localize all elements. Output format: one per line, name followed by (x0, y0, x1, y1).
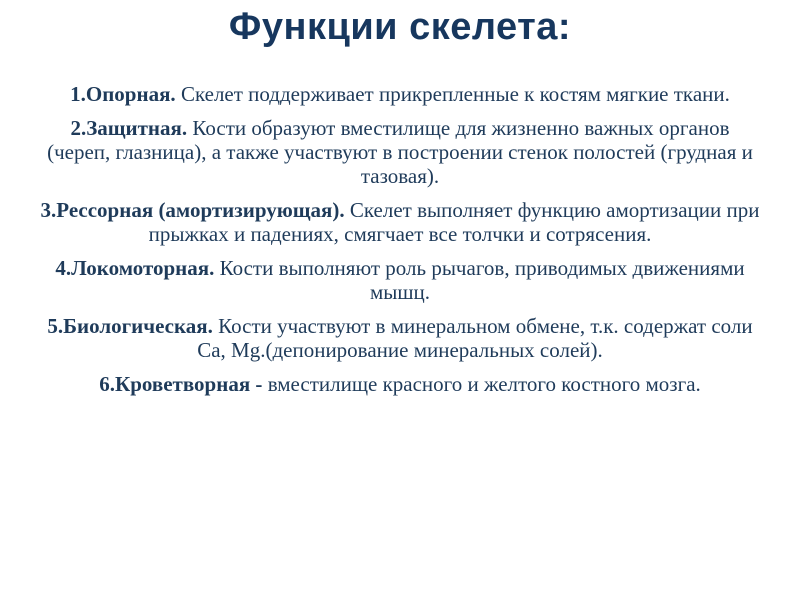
list-item (40, 82, 760, 106)
item-heading: 2.Защитная. (70, 116, 188, 140)
item-heading: 6.Кроветворная - (99, 372, 263, 396)
slide-title: Функции скелета: (228, 6, 572, 48)
item-heading: 3.Рессорная (амортизирующая). (40, 198, 345, 222)
item-text: Кости образуют вместилище для жизненно важных органов (череп, глазница), а также участвуют в построении стенок полостей (грудная и тазовая). (47, 116, 753, 188)
item-heading: 4.Локомоторная. (55, 256, 215, 280)
list-item (40, 198, 760, 246)
item-text: вместилище красного и желтого костного мозга. (262, 372, 701, 396)
list-item (40, 256, 760, 304)
item-text: Скелет выполняет функцию амортизации при прыжках и падениях, смягчает все толчки и сотрясения. (148, 198, 760, 246)
list-item (40, 314, 760, 362)
item-text: Кости участвуют в минеральном обмене, т.к. содержат соли Са, Mg.(депонирование минеральных солей). (197, 314, 753, 362)
item-heading: 5.Биологическая. (47, 314, 213, 338)
item-heading: 1.Опорная. (70, 82, 176, 106)
item-text: Скелет поддерживает прикрепленные к костям мягкие ткани. (175, 82, 730, 106)
functions-list (40, 82, 760, 406)
list-item (40, 372, 760, 396)
list-item (40, 116, 760, 188)
item-text: Кости выполняют роль рычагов, приводимых движениями мышц. (214, 256, 745, 304)
